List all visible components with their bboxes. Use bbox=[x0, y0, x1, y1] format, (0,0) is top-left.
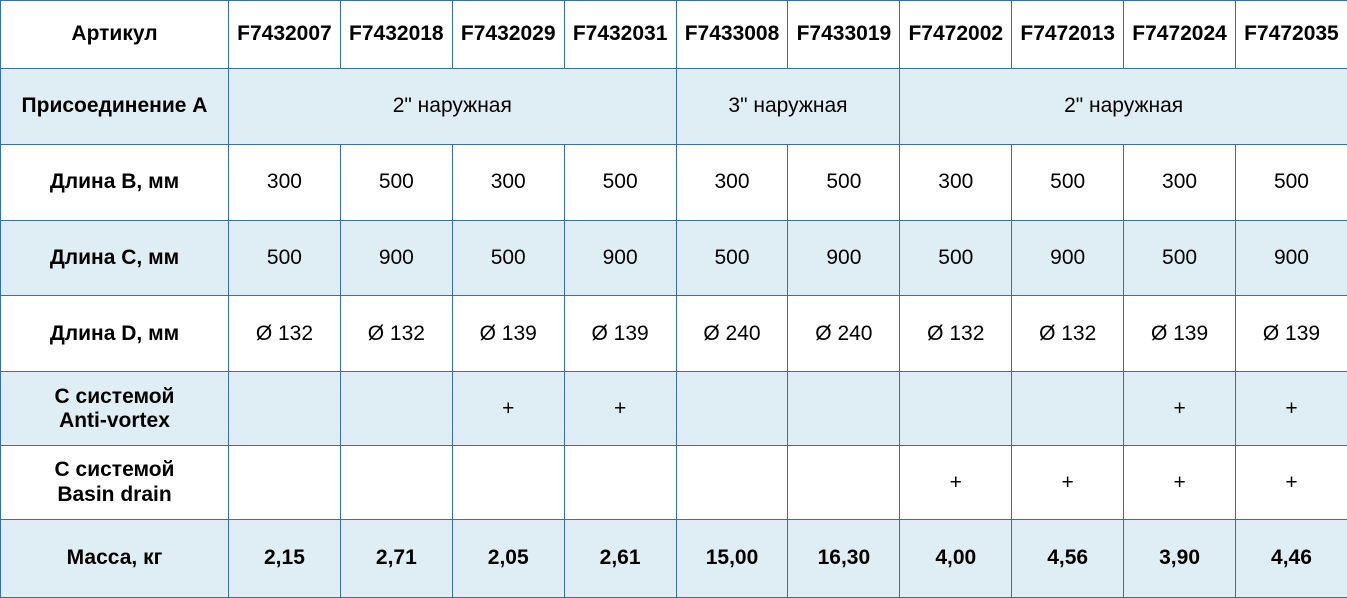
length-c-cell: 500 bbox=[900, 220, 1012, 296]
article-cell: F7433008 bbox=[676, 1, 788, 69]
basin-drain-cell: + bbox=[1012, 446, 1124, 520]
connection-group-3: 2" наружная bbox=[900, 68, 1347, 144]
length-b-cell: 300 bbox=[676, 144, 788, 220]
length-b-cell: 500 bbox=[788, 144, 900, 220]
basin-drain-cell: + bbox=[1124, 446, 1236, 520]
row-label-length-b: Длина B, мм bbox=[1, 144, 229, 220]
table-row-length-c bbox=[1, 220, 1347, 296]
article-cell: F7472013 bbox=[1012, 1, 1124, 69]
connection-group-1: 2" наружная bbox=[229, 68, 677, 144]
row-label-artikul: Артикул bbox=[1, 1, 229, 69]
length-c-cell: 500 bbox=[676, 220, 788, 296]
length-c-cell: 900 bbox=[1012, 220, 1124, 296]
basin-drain-cell bbox=[340, 446, 452, 520]
length-d-cell: Ø 240 bbox=[788, 296, 900, 372]
length-b-cell: 300 bbox=[452, 144, 564, 220]
basin-drain-cell bbox=[229, 446, 341, 520]
anti-vortex-cell bbox=[1012, 372, 1124, 446]
length-d-cell: Ø 132 bbox=[900, 296, 1012, 372]
length-c-cell: 500 bbox=[229, 220, 341, 296]
length-b-cell: 500 bbox=[1012, 144, 1124, 220]
basin-drain-cell bbox=[788, 446, 900, 520]
row-label-basin-drain bbox=[1, 446, 229, 520]
table-row-anti-vortex bbox=[1, 372, 1347, 446]
anti-vortex-cell: + bbox=[452, 372, 564, 446]
basin-drain-cell bbox=[564, 446, 676, 520]
article-cell: F7472002 bbox=[900, 1, 1012, 69]
mass-cell: 16,30 bbox=[788, 520, 900, 598]
article-cell: F7472024 bbox=[1124, 1, 1236, 69]
article-cell: F7432031 bbox=[564, 1, 676, 69]
anti-vortex-label-line1: С системой bbox=[54, 384, 175, 408]
mass-cell: 4,46 bbox=[1236, 520, 1347, 598]
mass-cell: 2,05 bbox=[452, 520, 564, 598]
anti-vortex-cell: + bbox=[1124, 372, 1236, 446]
anti-vortex-cell bbox=[340, 372, 452, 446]
length-d-cell: Ø 139 bbox=[564, 296, 676, 372]
mass-cell: 4,56 bbox=[1012, 520, 1124, 598]
basin-drain-cell: + bbox=[1236, 446, 1347, 520]
table-row-length-d bbox=[1, 296, 1347, 372]
article-cell: F7432029 bbox=[452, 1, 564, 69]
basin-drain-cell bbox=[676, 446, 788, 520]
anti-vortex-cell bbox=[229, 372, 341, 446]
length-c-cell: 900 bbox=[788, 220, 900, 296]
connection-group-2: 3" наружная bbox=[676, 68, 900, 144]
mass-cell: 2,71 bbox=[340, 520, 452, 598]
anti-vortex-cell bbox=[788, 372, 900, 446]
mass-cell: 15,00 bbox=[676, 520, 788, 598]
length-b-cell: 500 bbox=[564, 144, 676, 220]
length-c-cell: 900 bbox=[1236, 220, 1347, 296]
anti-vortex-cell bbox=[900, 372, 1012, 446]
article-cell: F7432018 bbox=[340, 1, 452, 69]
length-c-cell: 900 bbox=[564, 220, 676, 296]
row-label-connection: Присоединение A bbox=[1, 68, 229, 144]
mass-cell: 3,90 bbox=[1124, 520, 1236, 598]
anti-vortex-cell: + bbox=[1236, 372, 1347, 446]
length-d-cell: Ø 139 bbox=[452, 296, 564, 372]
article-cell: F7433019 bbox=[788, 1, 900, 69]
length-b-cell: 300 bbox=[1124, 144, 1236, 220]
length-b-cell: 500 bbox=[340, 144, 452, 220]
basin-drain-cell bbox=[452, 446, 564, 520]
table-row-basin-drain bbox=[1, 446, 1347, 520]
row-label-mass: Масса, кг bbox=[1, 520, 229, 598]
article-cell: F7432007 bbox=[229, 1, 341, 69]
table-row-mass bbox=[1, 520, 1347, 598]
row-label-anti-vortex bbox=[1, 372, 229, 446]
basin-drain-label-line2: Basin drain bbox=[57, 482, 172, 506]
table-row-connection bbox=[1, 68, 1347, 144]
mass-cell: 2,61 bbox=[564, 520, 676, 598]
length-c-cell: 900 bbox=[340, 220, 452, 296]
length-d-cell: Ø 139 bbox=[1236, 296, 1347, 372]
anti-vortex-cell: + bbox=[564, 372, 676, 446]
length-b-cell: 300 bbox=[900, 144, 1012, 220]
anti-vortex-label-line2: Anti-vortex bbox=[59, 408, 170, 432]
length-d-cell: Ø 132 bbox=[340, 296, 452, 372]
length-d-cell: Ø 132 bbox=[1012, 296, 1124, 372]
length-c-cell: 500 bbox=[452, 220, 564, 296]
mass-cell: 2,15 bbox=[229, 520, 341, 598]
row-label-length-d: Длина D, мм bbox=[1, 296, 229, 372]
basin-drain-cell: + bbox=[900, 446, 1012, 520]
length-d-cell: Ø 240 bbox=[676, 296, 788, 372]
basin-drain-label-line1: С системой bbox=[54, 458, 175, 482]
article-cell: F7472035 bbox=[1236, 1, 1347, 69]
length-c-cell: 500 bbox=[1124, 220, 1236, 296]
anti-vortex-cell bbox=[676, 372, 788, 446]
length-b-cell: 500 bbox=[1236, 144, 1347, 220]
length-b-cell: 300 bbox=[229, 144, 341, 220]
length-d-cell: Ø 139 bbox=[1124, 296, 1236, 372]
table-row-length-b bbox=[1, 144, 1347, 220]
length-d-cell: Ø 132 bbox=[229, 296, 341, 372]
table-row-artikul bbox=[1, 1, 1347, 69]
mass-cell: 4,00 bbox=[900, 520, 1012, 598]
row-label-length-c: Длина C, мм bbox=[1, 220, 229, 296]
